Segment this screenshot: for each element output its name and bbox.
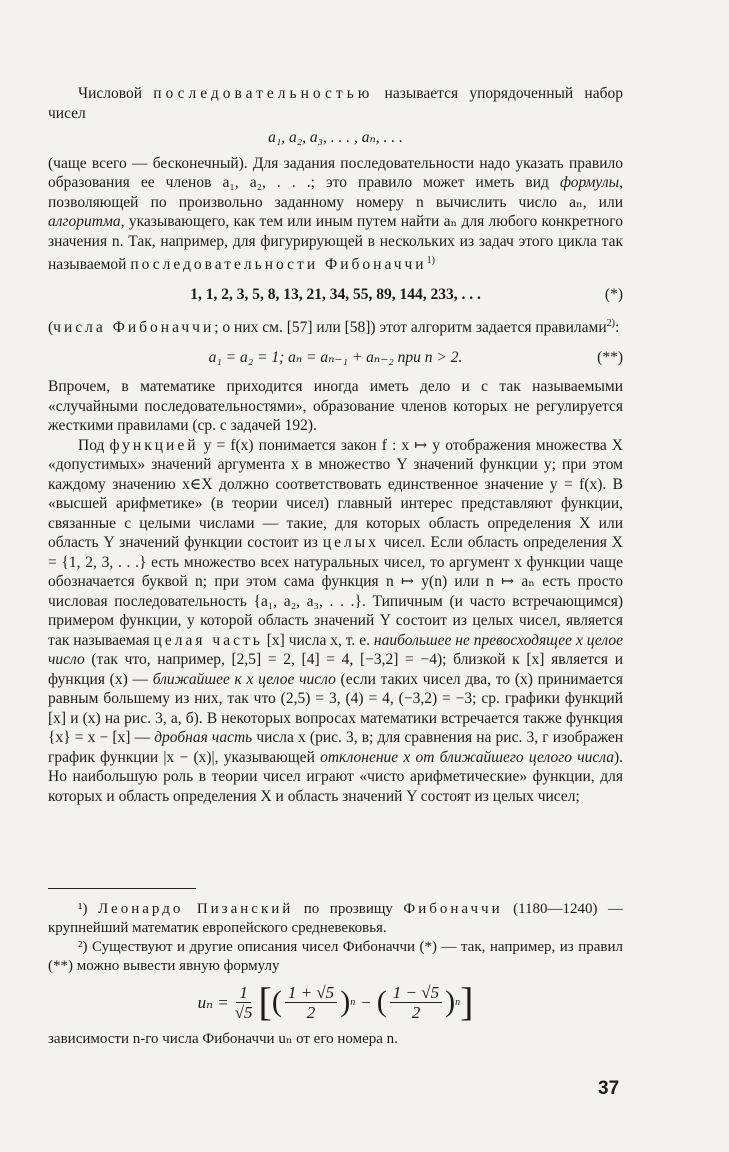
fraction-one-over-sqrt5: $\frac{1}{√5}$ — [234, 982, 253, 1022]
fibonacci-sequence-line — [48, 285, 623, 305]
term-integer-part: целая часть — [153, 631, 263, 649]
term-fibonacci-sequence: последовательности Фибоначчи — [130, 256, 427, 274]
term-function: функцией — [109, 436, 199, 454]
formula-recurrence: a₁ = a₂ = 1; aₙ = aₙ₋₁ + aₙ₋₂ при n > 2. (**) — [208, 348, 623, 366]
binet-formula: uₙ = $\frac{1}{√5}$ [ ( $\frac{1 + √5}{2}$ ) n − ( $\frac{1 - √5}{2}$ ) n ] — [197, 979, 474, 1024]
footnote-1: ¹) Леонардо Пизанский по прозвищу Фибоначчи (1180—1240) — крупнейший математик европейского средневековья. — [48, 901, 624, 936]
footnote-ref-1: 1) — [426, 255, 435, 266]
page-number: 37 — [598, 1078, 620, 1099]
formula-sequence: a₁, a₂, a₃, . . . , aₙ, . . . — [268, 129, 403, 146]
paragraph-fibonacci-numbers: (числа Фибоначчи; о них см. [57] или [58]) этот алгоритм задается правилами$^{2)}$: — [48, 318, 620, 337]
term-sequence: последовательностью — [153, 85, 374, 102]
footnote-ref-2: 2) — [606, 318, 615, 330]
footnote-divider — [48, 888, 196, 889]
fibonacci-numbers: 1, 1, 2, 3, 5, 8, 13, 21, 34, 55, 89, 144, 233, . . . — [190, 285, 481, 303]
paragraph-functions: Под функцией y = f(x) понимается закон f : x ↦ y отображения множества X «допустимых» значений аргумента x в множество Y значений функции y; при этом каждому значению x∈X должно соответствовать единственное значение y = f(x). В «высшей арифметике» (в теории чисел) главный интерес представляют функции, связанные с целыми числами — такие, для которых область определения X или область Y значений функции состоит из целых чисел. Если область определения X = {1, 2, 3, . . .} есть множество всех натуральных чисел, то аргумент x функции чаще обозначается буквой n; при этом сама функция n ↦ y(n) или n ↦ aₙ есть просто числовая последовательность {a₁, a₂, a₃, . . .}. Типичным (и часто встречающимся) примером функции, у которой область значений Y состоит из целых чисел, является так называемая целая часть [x] числа x, т. е. наибольшее не превосходящее x целое число (так что, например, [2,5] = 2, [4] = 4, [−3,2] = −4); близкой к [x] является и функция (x) — ближайшее к x целое число (если таких чисел два, то (x) принимается равным большему из них, так что (2,5) = 3, (4) = 4, (−3,2) = −3; ср. графики функций [x] и (x) на рис. 3, а, б). В некоторых вопросах математики встречается также функция {x} = x − [x] — дробная часть числа x (рис. 3, в; для сравнения на рис. 3, г изображен график функции |x − (x)|, указывающей отклонение x от ближайшего целого числа). Но наибольшую роль в теории чисел играют «чисто арифметические» функции, для которых и область определения X и область значений Y состоят из целых чисел; — [48, 436, 624, 805]
footnote-2-continuation: зависимости n-го числа Фибоначчи uₙ от его номера n. — [48, 1031, 398, 1047]
equation-tag-2: (**) — [597, 348, 623, 366]
paragraph-random-sequences: Впрочем, в математике приходится иногда иметь дело и с так называемыми «случайными последовательностями», образование членов которых не регулируется жесткими правилами (ср. с задачей 192). — [48, 378, 623, 435]
paragraph-sequence-rule: (чаще всего — бесконечный). Для задания последовательности надо указать правило образования ее членов a₁, a₂, . . .; это правило может иметь вид формулы, позволяющей по произвольно заданному номеру n вычислить число aₙ, или алгоритма, указывающего, как тем или иным путем найти aₙ для любого конкретного значения n. Так, например, для фигурирующей в нескольких из задач этого цикла так называемой последовательности Фибоначчи$^{1)}$ — [48, 154, 623, 274]
main-text — [48, 84, 623, 806]
paragraph-sequence-definition: Числовой последовательностью называется упорядоченный набор чисел — [48, 85, 623, 122]
footnotes — [48, 900, 623, 1049]
equation-tag-1: (*) — [604, 285, 623, 303]
footnote-2: ²) Существуют и другие описания чисел Фибоначчи (*) — так, например, из правил (**) можно вывести явную формулу — [48, 939, 623, 974]
